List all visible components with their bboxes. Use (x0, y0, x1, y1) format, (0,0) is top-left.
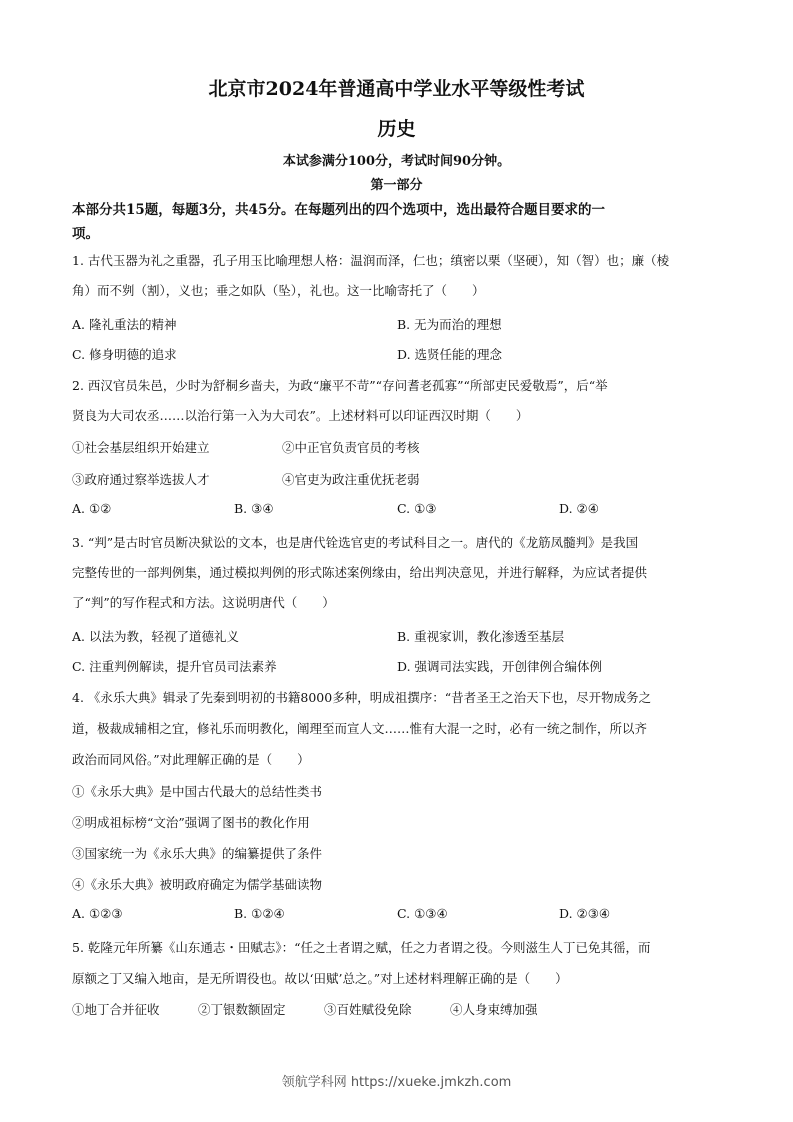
q3-stem-line-1: 3. “判”是古时官员断决狱讼的文本，也是唐代铨选官吏的考试科目之一。唐代的《龙筋凤髓判》是我国 (72, 535, 639, 550)
q2-option-a: A. ①② (72, 501, 112, 516)
subject-title: 历史 (377, 118, 416, 140)
q2-statement-4: ④官吏为政注重优抚老弱 (282, 472, 420, 487)
q4-stem-line-1: 4. 《永乐大典》辑录了先秦到明初的书籍8000多种，明成祖撰序：“昔者圣王之治天下也，尽开物成务之 (72, 690, 652, 705)
q5-stem-line-1: 5. 乾隆元年所纂《山东通志・田赋志》：“任之土者谓之赋，任之力者谓之役。今则滋生人丁已免其徭，而 (72, 940, 651, 955)
q4-stem-line-2: 道，极裁成辅相之宜，修礼乐而明教化，阐理至而宣人文……惟有大混一之时，必有一统之制作，所以齐 (72, 721, 648, 736)
q2-option-c: C. ①③ (397, 501, 437, 516)
q5-statement-1: ①地丁合并征收 (72, 1002, 160, 1017)
q1-stem-line-1: 1. 古代玉器为礼之重器，孔子用玉比喻理想人格：温润而泽，仁也；缜密以栗（坚硬），知（智）也；廉（棱 (72, 253, 670, 268)
q2-statement-2: ②中正官负责官员的考核 (282, 440, 420, 455)
q2-stem-line-1: 2. 西汉官员朱邑，少时为舒桐乡啬夫，为政“廉平不苛”“存问耆老孤寡”“所部吏民爱敬焉”，后“举 (72, 378, 608, 393)
q1-option-b: B. 无为而治的理想 (397, 317, 502, 332)
q2-statement-1: ①社会基层组织开始建立 (72, 440, 210, 455)
q4-statement-1: ①《永乐大典》是中国古代最大的总结性类书 (72, 784, 323, 799)
exam-note: 本试参满分100分，考试时间90分钟。 (282, 154, 511, 169)
instructions-line-1: 本部分共15题，每题3分，共45分。在每题列出的四个选项中，选出最符合题目要求的一 (72, 202, 605, 218)
instructions-line-2: 项。 (72, 226, 99, 242)
part-title: 第一部分 (370, 178, 423, 193)
q1-option-d: D. 选贤任能的理念 (397, 347, 503, 362)
q4-stem-line-3: 政治而同风俗。”对此理解正确的是（ ） (72, 752, 310, 767)
q3-stem-line-2: 完整传世的一部判例集，通过模拟判例的形式陈述案例缘由，给出判决意见，并进行解释，为应试者提供 (72, 565, 648, 580)
q5-stem-line-2: 原额之丁又编入地亩，是无所谓役也。故以‘田赋’总之。”对上述材料理解正确的是（ ） (72, 971, 568, 986)
q4-statement-2: ②明成祖标榜“文治”强调了图书的教化作用 (72, 815, 310, 830)
q2-option-d: D. ②④ (559, 501, 599, 516)
q3-option-d: D. 强调司法实践，开创律例合编体例 (397, 659, 603, 674)
q2-statement-3: ③政府通过察举选拔人才 (72, 472, 210, 487)
q4-option-b: B. ①②④ (234, 906, 285, 921)
q1-stem-line-2: 角）而不刿（割），义也；垂之如队（坠），礼也。这一比喻寄托了（ ） (72, 283, 485, 298)
q4-statement-3: ③国家统一为《永乐大典》的编纂提供了条件 (72, 846, 323, 861)
q4-option-a: A. ①②③ (72, 906, 123, 921)
q4-option-c: C. ①③④ (397, 906, 448, 921)
q5-statement-4: ④人身束缚加强 (450, 1002, 538, 1017)
q3-option-c: C. 注重判例解读，提升官员司法素养 (72, 659, 277, 674)
q4-option-d: D. ②③④ (559, 906, 611, 921)
q3-option-b: B. 重视家训，教化渗透至基层 (397, 629, 565, 644)
footer-watermark-link[interactable]: 领航学科网 https://xueke.jmkzh.com (281, 1075, 512, 1090)
q2-stem-line-2: 贤良为大司农丞……以治行第一入为大司农”。上述材料可以印证西汉时期（ ） (72, 408, 529, 423)
q1-option-c: C. 修身明德的追求 (72, 347, 177, 362)
q1-option-a: A. 隆礼重法的精神 (72, 317, 177, 332)
q2-option-b: B. ③④ (234, 501, 274, 516)
q5-statement-2: ②丁银数额固定 (198, 1002, 286, 1017)
q3-stem-line-3: 了“判”的写作程式和方法。这说明唐代（ ） (72, 595, 335, 610)
exam-title: 北京市2024年普通高中学业水平等级性考试 (208, 78, 585, 100)
q3-option-a: A. 以法为教，轻视了道德礼义 (72, 629, 239, 644)
q4-statement-4: ④《永乐大典》被明政府确定为儒学基础读物 (72, 877, 323, 892)
q5-statement-3: ③百姓赋役免除 (324, 1002, 412, 1017)
